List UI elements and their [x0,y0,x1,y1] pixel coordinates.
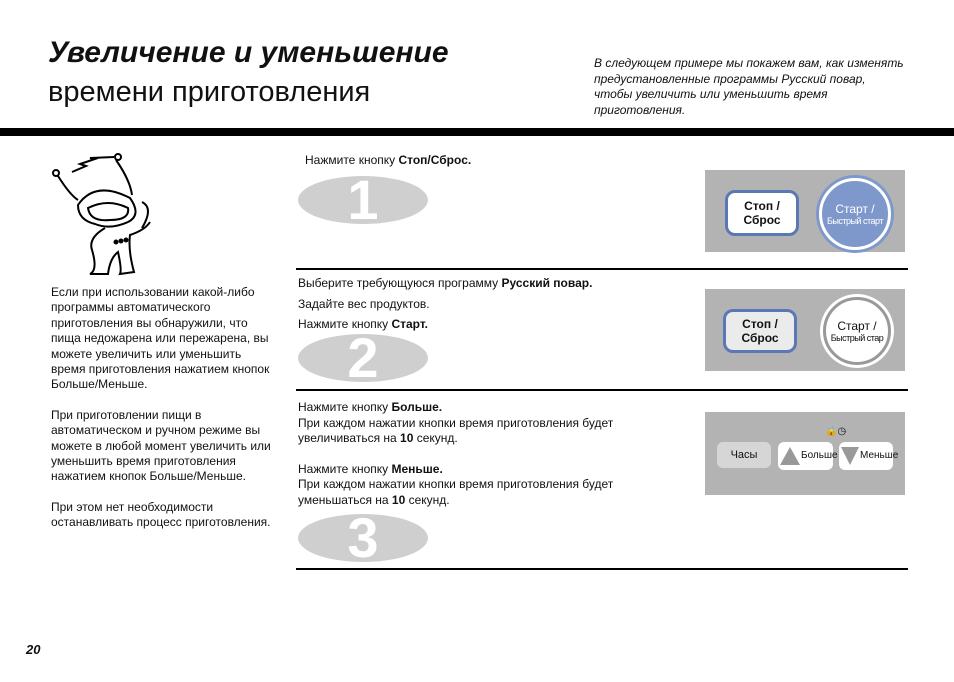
intro-text: В следующем примере мы покажем вам, как изменять предустановленные программы Русский повар, чтобы увеличить или уменьшить время приготовления. [594,56,904,117]
step-2-text: Выберите требующуюся программу Русский повар. Задайте вес продуктов. Нажмите кнопку Старт. [298,276,593,331]
lock-clock-icon: 🔒◷ [825,426,847,437]
control-panel-step1 [705,170,905,252]
step-number-badge: 2 [298,334,428,382]
more-button[interactable]: Больше [778,442,833,470]
step-number-badge: 1 [298,176,428,224]
start-button[interactable]: Старт / Быстрый стар [823,297,891,365]
title-line1: Увеличение и уменьшение [48,36,449,69]
sidebar-paragraph: При приготовлении пищи в автоматическом и ручном режиме вы можете в любой момент увеличить или уменьшить время приготовления нажатием кнопок Больше/Меньше. [51,407,271,484]
step-divider [296,268,908,270]
control-panel-step3 [705,412,905,495]
sidebar-paragraph: При этом нет необходимости останавливать процесс приготовления. [51,499,271,530]
start-button-highlighted[interactable]: Старт / Быстрый старт [819,178,891,250]
title-line2: времени приготовления [48,76,371,108]
stop-reset-button[interactable]: Стоп / Сброс [725,190,799,236]
page-number: 20 [26,642,41,657]
step-number-badge: 3 [298,514,428,562]
step-divider [296,568,908,570]
triangle-down-icon [841,447,859,465]
header-divider [0,128,954,136]
sidebar-text [51,285,276,546]
less-button[interactable]: Меньше [839,442,893,470]
control-panel-step2 [705,289,905,371]
step-1-text: Нажмите кнопку Стоп/Сброс. [305,153,472,167]
sidebar-paragraph: Если при использовании какой-либо программы автоматического приготовления вы обнаружили, что пища недожарена или пережарена, вы можете увеличить или уменьшить время приготовления нажатием кнопок Больше/Меньше. [51,285,270,392]
stop-reset-button[interactable]: Стоп / Сброс [723,309,797,353]
step-divider [296,389,908,391]
triangle-up-icon [780,447,800,465]
step-3-text: Нажмите кнопку Больше. При каждом нажатии кнопки время приготовления будет увеличиваться на 10 секунд. Нажмите кнопку Меньше. При каждом нажатии кнопки время приготовления будет уменьшаться на 10 секунд. [298,400,614,507]
mascot-illustration [50,150,155,278]
clock-button[interactable]: Часы [717,442,771,468]
